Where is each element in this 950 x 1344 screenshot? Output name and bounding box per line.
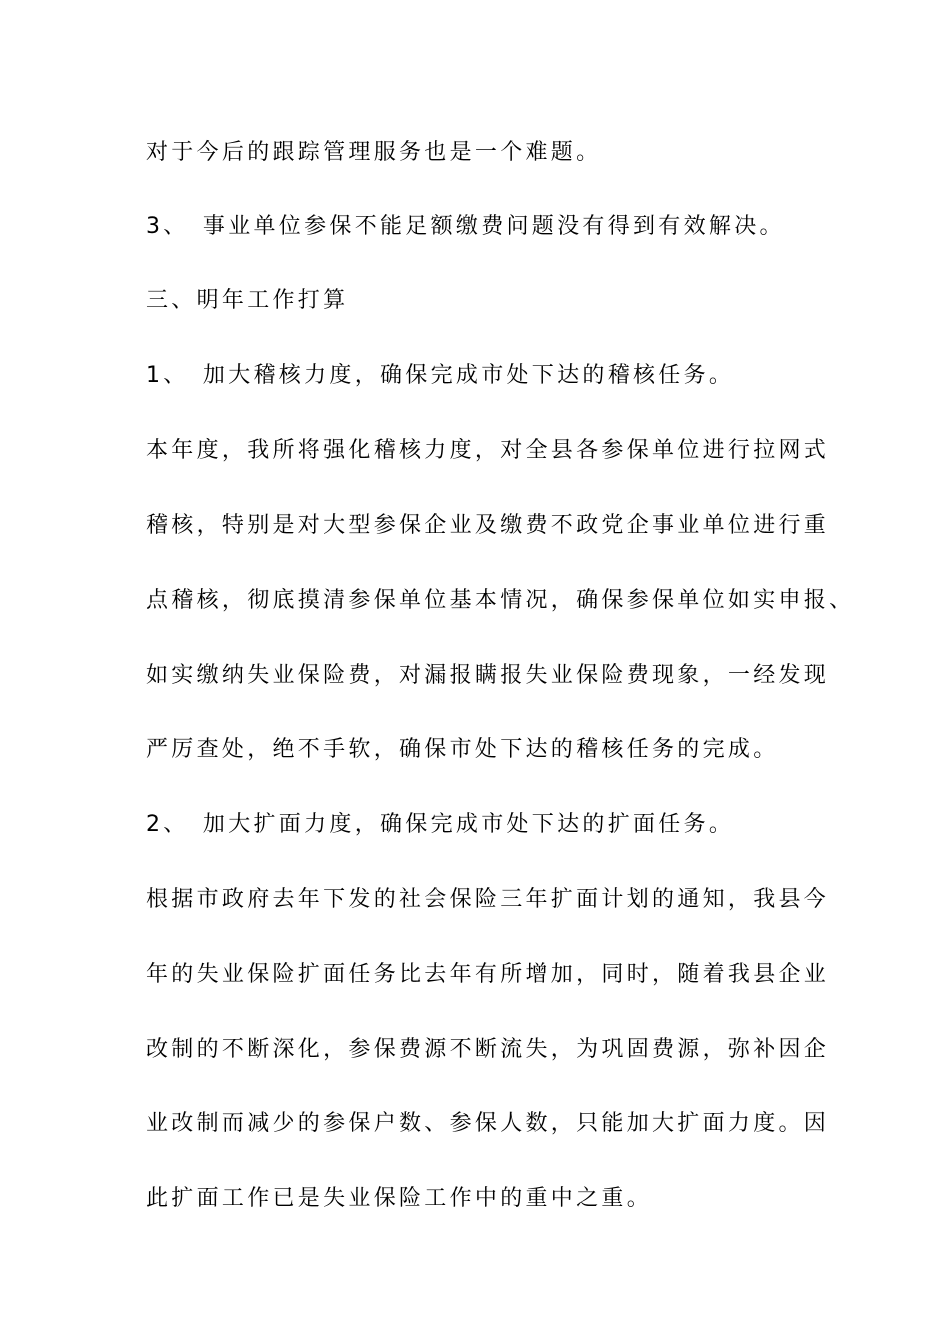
text-line: 根据市政府去年下发的社会保险三年扩面计划的通知，我县今 [146, 887, 830, 912]
list-item-heading: 3、 事业单位参保不能足额缴费问题没有得到有效解决。 [146, 214, 785, 239]
section-heading: 三、明年工作打算 [146, 288, 349, 313]
list-item-heading: 1、 加大稽核力度，确保完成市处下达的稽核任务。 [146, 363, 735, 388]
text-line: 点稽核，彻底摸清参保单位基本情况，确保参保单位如实申报、 [146, 588, 855, 613]
text-line: 对于今后的跟踪管理服务也是一个难题。 [146, 140, 602, 165]
text-line: 此扩面工作已是失业保险工作中的重中之重。 [146, 1186, 653, 1211]
text-line: 稽核，特别是对大型参保企业及缴费不政党企事业单位进行重 [146, 513, 830, 538]
text-line: 本年度，我所将强化稽核力度，对全县各参保单位进行拉网式 [146, 438, 830, 463]
text-line: 严厉查处，绝不手软，确保市处下达的稽核任务的完成。 [146, 737, 779, 762]
text-line: 如实缴纳失业保险费，对漏报瞒报失业保险费现象，一经发现 [146, 663, 830, 688]
list-item-heading: 2、 加大扩面力度，确保完成市处下达的扩面任务。 [146, 812, 735, 837]
text-line: 年的失业保险扩面任务比去年有所增加，同时，随着我县企业 [146, 962, 830, 987]
text-line: 改制的不断深化，参保费源不断流失，为巩固费源，弥补因企 [146, 1037, 830, 1062]
text-line: 业改制而减少的参保户数、参保人数，只能加大扩面力度。因 [146, 1111, 830, 1136]
